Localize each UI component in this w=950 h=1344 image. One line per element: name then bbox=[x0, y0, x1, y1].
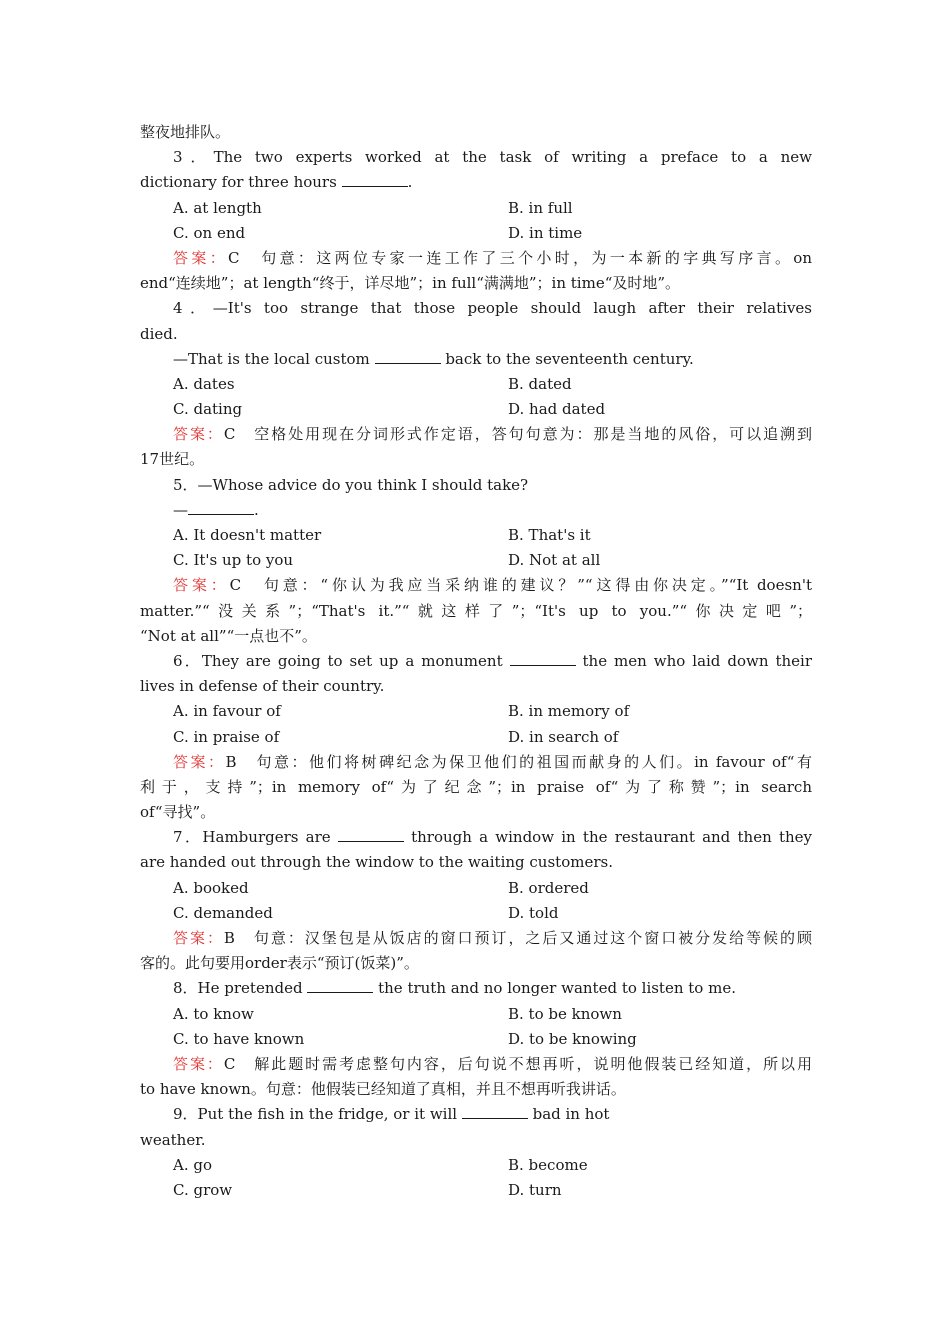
q6-options-row-1 bbox=[140, 699, 812, 724]
option-d: D. in search of bbox=[508, 727, 619, 746]
q9-stem-line-1: 9．Put the fish in the fridge, or it will bad in hot bbox=[173, 1105, 610, 1124]
option-c: C. It's up to you bbox=[173, 551, 294, 570]
q5-explanation-line-1: 答案：C 句意：“你认为我应当采纳谁的建议？”“这得由你决定。”“It doesn't bbox=[173, 576, 812, 595]
q4-explanation-line-2: 17世纪。 bbox=[140, 450, 205, 469]
q4-stem-line-3: —That is the local custom back to the seventeenth century. bbox=[173, 349, 694, 368]
q4-options-row-1 bbox=[140, 372, 812, 397]
q7-options-row-1 bbox=[140, 876, 812, 901]
answer-blank bbox=[510, 650, 576, 666]
q8-stem-line-1: 8．He pretended the truth and no longer wanted to listen to me. bbox=[173, 979, 736, 998]
q3-stem-line-1: 3．The two experts worked at the task of writing a preface to a new bbox=[173, 148, 812, 167]
answer-blank bbox=[307, 977, 373, 993]
answer-label: 答案： bbox=[173, 425, 224, 444]
q9-stem-line-2: weather. bbox=[140, 1130, 206, 1149]
q5-explanation-line-3: “Not at all”“一点也不”。 bbox=[140, 626, 317, 645]
q3-explanation-line-1: 答案：C 句意：这两位专家一连工作了三个小时，为一本新的字典写序言。on bbox=[173, 248, 812, 267]
q6-stem-line-1: 6．They are going to set up a monument the men who laid down their bbox=[173, 651, 812, 670]
option-c: C. in praise of bbox=[173, 727, 280, 746]
option-a: A. at length bbox=[173, 198, 262, 217]
option-c: C. grow bbox=[173, 1180, 233, 1199]
q9-options-row-1 bbox=[140, 1153, 812, 1178]
q3-stem-line-2: dictionary for three hours . bbox=[140, 173, 413, 192]
option-d: D. Not at all bbox=[508, 551, 601, 570]
option-b: B. dated bbox=[508, 374, 572, 393]
answer-blank bbox=[462, 1103, 528, 1119]
q6-explanation-line-1: 答案：B 句意：他们将树碑纪念为保卫他们的祖国而献身的人们。in favour of“有 bbox=[173, 752, 812, 771]
option-c: C. demanded bbox=[173, 903, 273, 922]
option-b: B. That's it bbox=[508, 526, 591, 544]
answer-label: 答案： bbox=[173, 752, 226, 771]
q7-explanation-line-1: 答案：B 句意：汉堡包是从饭店的窗口预订，之后又通过这个窗口被分发给等候的顾 bbox=[173, 929, 812, 947]
q6-options-row-2 bbox=[140, 725, 812, 750]
answer-label: 答案： bbox=[173, 929, 224, 947]
q8-options-row-2 bbox=[140, 1027, 812, 1052]
option-d: D. had dated bbox=[508, 400, 606, 419]
q7-stem-line-1: 7．Hamburgers are through a window in the restaurant and then they bbox=[173, 828, 812, 847]
q3-options-row-2 bbox=[140, 221, 812, 246]
answer-blank bbox=[375, 348, 441, 364]
option-d: D. in time bbox=[508, 223, 583, 242]
q6-explanation-line-2: 利于，支持”；in memory of“为了纪念”；in praise of“为了称赞”；in search bbox=[140, 777, 812, 796]
intro-line: 整夜地排队。 bbox=[140, 123, 231, 141]
q8-explanation-line-2: to have known。句意：他假装已经知道了真相，并且不想再听我讲话。 bbox=[140, 1080, 626, 1099]
q4-options-row-2 bbox=[140, 397, 812, 422]
q7-explanation-line-2: 客的。此句要用order表示“预订(饭菜)”。 bbox=[140, 954, 419, 973]
option-a: A. booked bbox=[173, 878, 249, 897]
q5-stem-line-1: 5．—Whose advice do you think I should take? bbox=[173, 475, 529, 494]
option-b: B. to be known bbox=[508, 1004, 622, 1023]
q7-options-row-2 bbox=[140, 901, 812, 926]
option-d: D. told bbox=[508, 903, 559, 922]
q6-stem-line-2: lives in defense of their country. bbox=[140, 677, 385, 696]
q3-explanation-line-2: end“连续地”；at length“终于，详尽地”；in full“满满地”；in time“及时地”。 bbox=[140, 274, 681, 293]
answer-blank bbox=[188, 499, 254, 515]
option-a: A. in favour of bbox=[173, 702, 281, 721]
answer-label: 答案： bbox=[173, 248, 229, 267]
option-d: D. to be knowing bbox=[508, 1029, 637, 1048]
q4-stem-line-1: 4．—It's too strange that those people should laugh after their relatives bbox=[173, 299, 812, 318]
option-a: A. It doesn't matter bbox=[173, 526, 322, 544]
answer-blank bbox=[342, 171, 408, 187]
option-d: D. turn bbox=[508, 1180, 562, 1199]
q9-options-row-2 bbox=[140, 1178, 812, 1203]
option-c: C. to have known bbox=[173, 1029, 305, 1048]
answer-blank bbox=[338, 826, 404, 842]
option-a: A. dates bbox=[173, 374, 235, 393]
q5-options-row-2 bbox=[140, 548, 812, 573]
option-b: B. become bbox=[508, 1155, 588, 1174]
option-a: A. go bbox=[173, 1155, 213, 1174]
option-b: B. in memory of bbox=[508, 702, 630, 721]
q4-explanation-line-1: 答案：C 空格处用现在分词形式作定语，答句句意为：那是当地的风俗，可以追溯到 bbox=[173, 425, 812, 444]
q5-stem-line-2: — . bbox=[173, 500, 259, 519]
document-page bbox=[140, 120, 812, 1203]
option-b: B. ordered bbox=[508, 878, 589, 897]
q4-stem-line-2: died. bbox=[140, 324, 178, 343]
q3-options-row-1 bbox=[140, 196, 812, 221]
option-a: A. to know bbox=[173, 1004, 254, 1023]
q7-stem-line-2: are handed out through the window to the waiting customers. bbox=[140, 853, 613, 872]
answer-label: 答案： bbox=[173, 576, 230, 595]
q5-options-row-1 bbox=[140, 523, 812, 548]
option-b: B. in full bbox=[508, 198, 573, 217]
q8-options-row-1 bbox=[140, 1002, 812, 1027]
option-c: C. dating bbox=[173, 400, 243, 419]
q6-explanation-line-3: of“寻找”。 bbox=[140, 803, 216, 822]
option-c: C. on end bbox=[173, 223, 246, 242]
q5-explanation-line-2: matter.”“没关系”；“That's it.”“就这样了”；“It's up to you.”“你决定吧”； bbox=[140, 601, 812, 620]
answer-label: 答案： bbox=[173, 1054, 224, 1073]
q8-explanation-line-1: 答案：C 解此题时需考虑整句内容，后句说不想再听，说明他假装已经知道，所以用 bbox=[173, 1054, 812, 1073]
